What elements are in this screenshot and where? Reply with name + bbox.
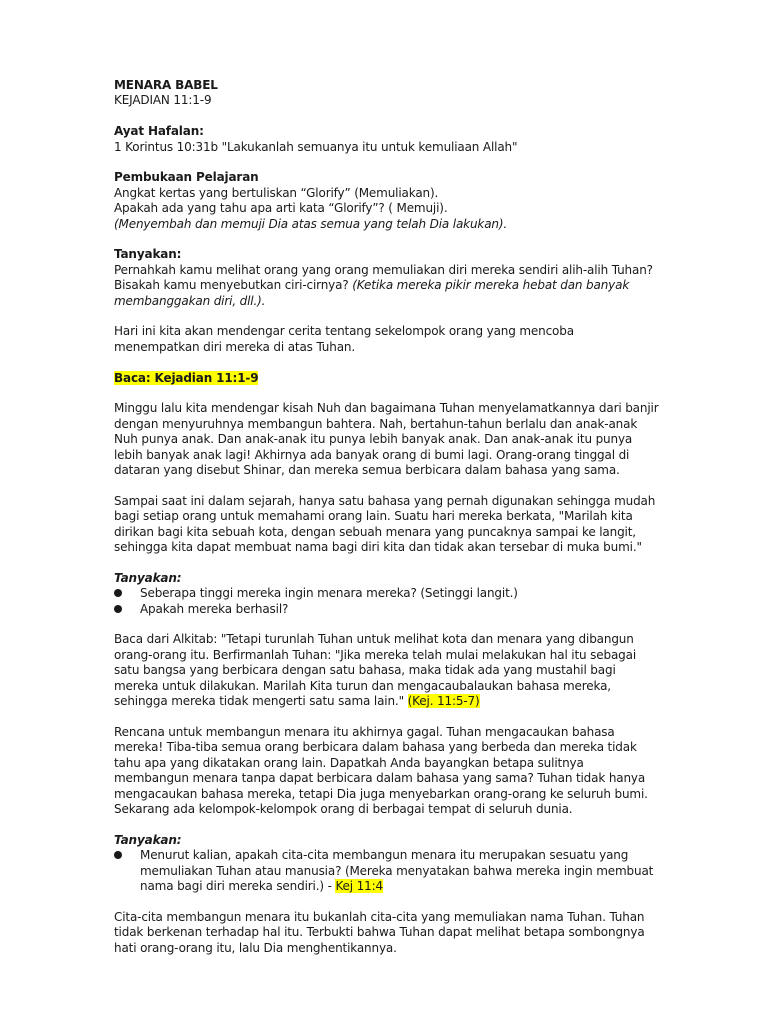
memory-verse-heading: Ayat Hafalan: bbox=[114, 124, 204, 139]
bullet-icon bbox=[114, 851, 122, 859]
bible-read-text: Baca dari Alkitab: "Tetapi turunlah Tuhan untuk melihat kota dan menara yang dibangun orang-orang itu. Berfirmanlah Tuhan: "Jika mereka telah mulai melakukan hal itu sebagai satu bangsa yang berbicara dengan satu bahasa, maka tidak ada yang mustahil bagi mereka untuk dilakukan. Marilah Kita turun dan mengacaubalaukan bahasa mereka, sehingga mereka tidak mengerti satu sama lain." bbox=[114, 632, 637, 709]
opening-line-3: (Menyembah dan memuji Dia atas semua yang telah Dia lakukan). bbox=[114, 216, 508, 231]
list-item-reference: Kej 11:4 bbox=[335, 878, 383, 893]
ask-question-1: Pernahkah kamu melihat orang yang orang memuliakan diri mereka sendiri alih-alih Tuhan? bbox=[114, 262, 653, 277]
document-title: MENARA BABEL bbox=[114, 78, 218, 92]
document-page bbox=[114, 78, 662, 956]
read-instruction bbox=[114, 371, 662, 386]
ask-list-3 bbox=[114, 848, 662, 894]
noah-paragraph: Minggu lalu kita mendengar kisah Nuh dan bagaimana Tuhan menyelamatkannya dari banjir dengan menyuruhnya membangun bahtera. Nah, bertahun-tahun berlalu dan anak-anak Nuh punya anak. Dan anak-anak itu punya lebih banyak anak. Dan anak-anak itu punya lebih banyak anak lagi! Akhirnya ada banyak orang di bumi lagi. Orang-orang tinggal di dataran yang disebut Shinar, dan mereka semua berbicara dalam bahasa yang sama. bbox=[114, 401, 659, 478]
bible-read-paragraph bbox=[114, 632, 662, 709]
list-item-text: Apakah mereka berhasil? bbox=[140, 601, 289, 616]
list-item-text: Menurut kalian, apakah cita-cita membangun menara itu merupakan sesuatu yang memuliakan Tuhan atau manusia? (Mereka menyatakan bahwa mereka ingin membuat nama bagi diri mereka sendiri.) - bbox=[140, 848, 654, 893]
ask-heading-3: Tanyakan: bbox=[114, 832, 182, 847]
ask-question-2-text: Bisakah kamu menyebutkan ciri-cirnya? bbox=[114, 278, 353, 293]
ask-heading-2: Tanyakan: bbox=[114, 570, 182, 585]
opening-line-2: Apakah ada yang tahu apa arti kata “Glorify”? ( Memuji). bbox=[114, 201, 448, 216]
list-item-text: Seberapa tinggi mereka ingin menara mereka? (Setinggi langit.) bbox=[140, 586, 518, 601]
failure-paragraph: Rencana untuk membangun menara itu akhirnya gagal. Tuhan mengacaukan bahasa mereka! Tiba-tiba semua orang berbicara dalam bahasa yang berbeda dan mereka tidak tahu apa yang dikatakan orang lain. Dapatkah Anda bayangkan betapa sulitnya membangun menara tanpa dapat berbicara dalam bahasa yang sama? Tuhan tidak hanya mengacaukan bahasa mereka, tetapi Dia juga menyebarkan orang-orang ke seluruh bumi. Sekarang ada kelompok-kelompok orang di berbagai tempat di seluruh dunia. bbox=[114, 724, 648, 816]
bullet-icon bbox=[114, 605, 122, 613]
bible-read-reference: (Kej. 11:5-7) bbox=[407, 694, 480, 709]
list-item bbox=[114, 848, 662, 894]
bullet-icon bbox=[114, 589, 122, 597]
ask-list-2 bbox=[114, 586, 662, 617]
closing-paragraph: Cita-cita membangun menara itu bukanlah cita-cita yang memuliakan nama Tuhan. Tuhan tidak berkenan terhadap hal itu. Terbukti bahwa Tuhan dapat melihat betapa sombongnya hati orang-orang itu, lalu Dia menghentikannya. bbox=[114, 909, 645, 955]
ask-question-2 bbox=[114, 278, 662, 309]
read-label-highlight: Baca: Kejadian 11:1-9 bbox=[114, 370, 259, 385]
list-item bbox=[114, 602, 662, 617]
intro-paragraph: Hari ini kita akan mendengar cerita tentang sekelompok orang yang mencoba menempatkan diri mereka di atas Tuhan. bbox=[114, 324, 574, 354]
scripture-reference: KEJADIAN 11:1-9 bbox=[114, 93, 212, 108]
list-item bbox=[114, 586, 662, 601]
opening-heading: Pembukaan Pelajaran bbox=[114, 170, 259, 185]
ask-heading-1: Tanyakan: bbox=[114, 247, 182, 262]
ask-question-2-answer: (Ketika mereka pikir mereka hebat dan banyak membanggakan diri, dll.). bbox=[114, 278, 630, 308]
opening-line-1: Angkat kertas yang bertuliskan “Glorify” (Memuliakan). bbox=[114, 185, 439, 200]
memory-verse-text: 1 Korintus 10:31b "Lakukanlah semuanya itu untuk kemuliaan Allah" bbox=[114, 139, 518, 154]
language-paragraph: Sampai saat ini dalam sejarah, hanya satu bahasa yang pernah digunakan sehingga mudah bagi setiap orang untuk memahami orang lain. Suatu hari mereka berkata, "Marilah kita dirikan bagi kita sebuah kota, dengan sebuah menara yang puncaknya sampai ke langit, sehingga kita dapat membuat nama bagi diri kita dan tidak akan tersebar di muka bumi." bbox=[114, 493, 656, 555]
